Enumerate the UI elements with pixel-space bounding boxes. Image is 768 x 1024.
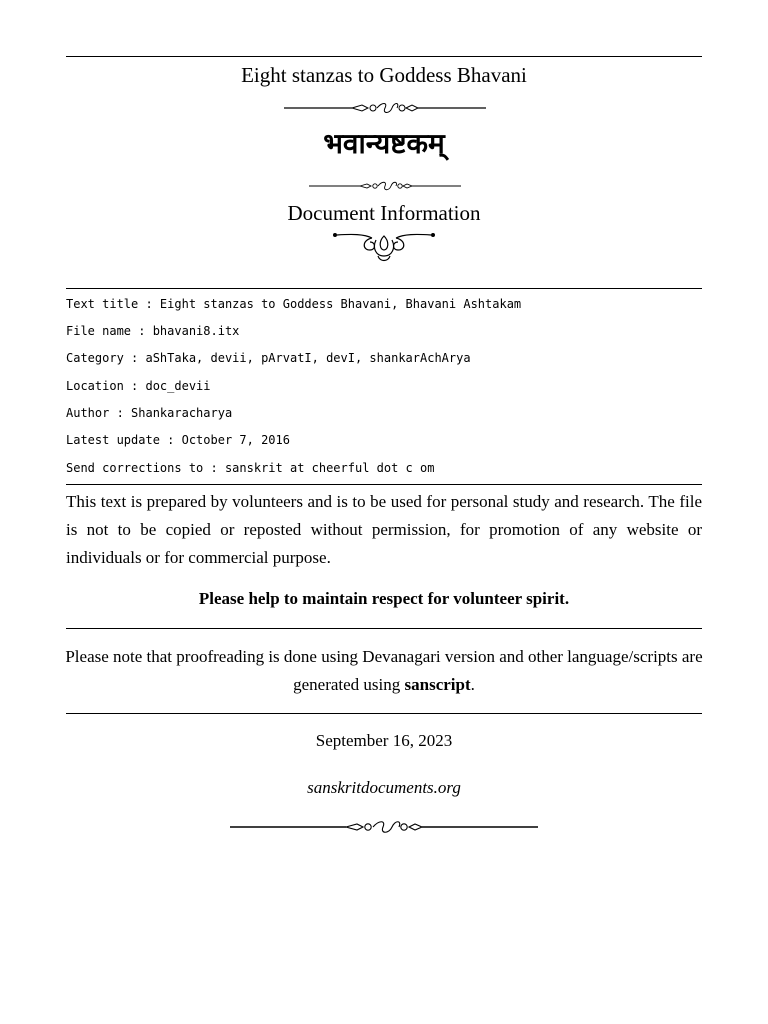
document-title: Eight stanzas to Goddess Bhavani bbox=[241, 63, 527, 87]
flourish-ornament-icon bbox=[308, 180, 462, 192]
info-top-rule bbox=[66, 288, 702, 289]
meta-latest-update: Latest update : October 7, 2016 bbox=[66, 433, 290, 447]
site-name: sanskritdocuments.org bbox=[307, 778, 461, 797]
top-rule bbox=[66, 56, 702, 57]
info-heading: Document Information bbox=[287, 201, 481, 225]
scroll-ornament-icon bbox=[332, 226, 436, 266]
proof-bottom-rule bbox=[66, 713, 702, 714]
notice-paragraph: This text is prepared by volunteers and is to be used for personal study and research. The file is not to be copied or reposted without permission, for promotion of any website or individuals or for commercial purpose. bbox=[66, 492, 702, 567]
document-date: September 16, 2023 bbox=[315, 731, 453, 750]
proof-note-text: Please note that proofreading is done using Devanagari version and other language/scripts are generated using bbox=[65, 647, 703, 694]
meta-category: Category : aShTaka, devii, pArvatI, devI, shankarAchArya bbox=[66, 351, 471, 365]
meta-file-name: File name : bhavani8.itx bbox=[66, 324, 240, 338]
sanscript-label: sanscript bbox=[404, 675, 471, 694]
flourish-ornament-icon bbox=[228, 818, 540, 836]
proof-top-rule bbox=[66, 628, 702, 629]
proofreading-note bbox=[62, 643, 706, 699]
flourish-ornament-icon bbox=[282, 100, 488, 116]
meta-text-title: Text title : Eight stanzas to Goddess Bhavani, Bhavani Ashtakam bbox=[66, 297, 522, 311]
info-bottom-rule bbox=[66, 484, 702, 485]
meta-location: Location : doc_devii bbox=[66, 379, 211, 393]
sanskrit-title: भवान्यष्टकम् bbox=[323, 127, 445, 160]
respect-note: Please help to maintain respect for volunteer spirit. bbox=[198, 589, 570, 608]
proof-note-end: . bbox=[470, 675, 475, 694]
meta-author: Author : Shankaracharya bbox=[66, 406, 233, 420]
meta-send-corrections: Send corrections to : sanskrit at cheerful dot c om bbox=[66, 461, 435, 475]
